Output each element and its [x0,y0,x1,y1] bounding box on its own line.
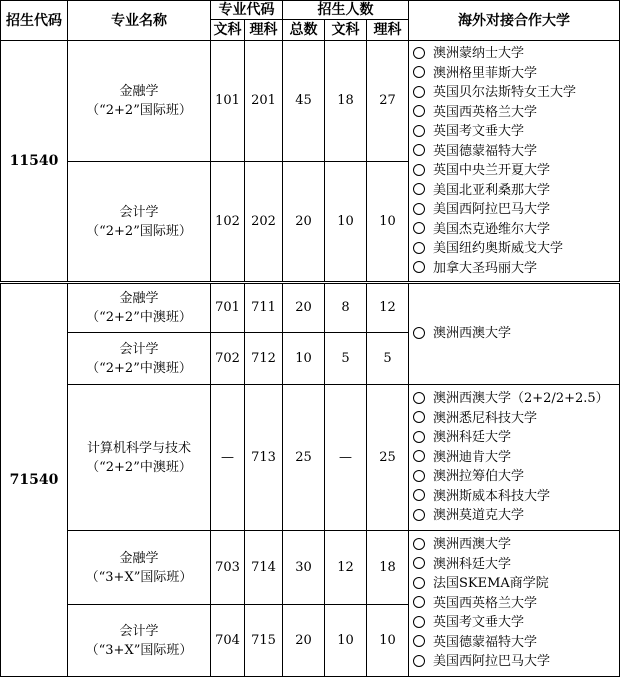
num-li: 10 [367,162,409,283]
code-wenke: 702 [211,333,245,385]
list-item: 加拿大圣玛丽大学 [413,259,619,279]
checkbox-icon [413,125,425,137]
checkbox-icon [413,261,425,273]
major-name: 会计学 [119,204,159,220]
header-like: 理科 [245,20,283,41]
major-sub: （“2+2”中澳班） [86,310,192,325]
num-li: 10 [367,605,409,677]
header-total: 总数 [283,20,325,41]
checkbox-icon [413,86,425,98]
major-cell [68,531,211,605]
code-wenke: — [211,385,245,531]
major-cell [68,605,211,677]
list-item: 澳洲西澳大学 [413,324,619,344]
code-like: 715 [245,605,283,677]
list-item: 英国德蒙福特大学 [413,633,619,653]
num-wen: 8 [325,283,367,333]
list-item: 澳洲西澳大学（2+2/2+2.5） [413,389,619,409]
checkbox-icon [413,66,425,78]
major-cell [68,162,211,283]
checkbox-icon [413,509,425,521]
major-cell [68,333,211,385]
list-item: 澳洲莫道克大学 [413,506,619,526]
list-item: 英国考文垂大学 [413,122,619,142]
num-li: 12 [367,283,409,333]
checkbox-icon [413,596,425,608]
list-item: 英国考文垂大学 [413,613,619,633]
checkbox-icon [413,557,425,569]
major-sub: （“3+X”国际班） [85,569,193,585]
list-item: 澳洲蒙纳士大学 [413,44,619,64]
code-like: 712 [245,333,283,385]
header-wenke2: 文科 [325,20,367,41]
checkbox-icon [413,242,425,254]
checkbox-icon [413,470,425,482]
major-sub: （“2+2”国际班） [86,223,192,239]
list-item: 美国西阿拉巴马大学 [413,200,619,220]
major-name: 会计学 [119,341,159,357]
checkbox-icon [413,392,425,404]
major-cell [68,41,211,162]
checkbox-icon [413,183,425,195]
header-wenke: 文科 [211,20,245,41]
list-item: 英国西英格兰大学 [413,594,619,614]
code-like: 201 [245,41,283,162]
list-item: 澳洲科廷大学 [413,555,619,575]
major-name: 金融学 [119,291,159,306]
enroll-code: 71540 [1,283,68,677]
num-total: 20 [283,162,325,283]
header-code: 招生代码 [1,1,68,41]
list-item: 澳洲科廷大学 [413,428,619,448]
partner-list [409,41,620,283]
major-sub: （“3+X”国际班） [85,642,193,658]
code-like: 713 [245,385,283,531]
num-li: 27 [367,41,409,162]
list-item: 澳洲拉筹伯大学 [413,467,619,487]
major-sub: （“2+2”国际班） [86,103,192,118]
table-row [1,41,620,162]
list-item: 澳洲西澳大学 [413,535,619,555]
list-item: 美国杰克逊维尔大学 [413,220,619,240]
num-total: 30 [283,531,325,605]
num-total: 20 [283,283,325,333]
code-wenke: 101 [211,41,245,162]
list-item: 澳洲斯威本科技大学 [413,487,619,507]
table-row [1,283,620,333]
list-item: 美国西阿拉巴马大学 [413,652,619,672]
checkbox-icon [413,538,425,550]
header-like2: 理科 [367,20,409,41]
enroll-code: 11540 [1,41,68,283]
checkbox-icon [413,47,425,59]
list-item: 英国贝尔法斯特女王大学 [413,83,619,103]
partner-list [409,531,620,677]
table-row [1,385,620,531]
checkbox-icon [413,327,425,339]
list-item: 澳洲迪肯大学 [413,448,619,468]
checkbox-icon [413,411,425,423]
partner-list [409,283,620,385]
code-like: 711 [245,283,283,333]
checkbox-icon [413,450,425,462]
num-li: 25 [367,385,409,531]
header-partner: 海外对接合作大学 [409,1,620,41]
checkbox-icon [413,203,425,215]
checkbox-icon [413,635,425,647]
major-cell [68,283,211,333]
major-cell [68,385,211,531]
list-item: 美国北亚利桑那大学 [413,181,619,201]
list-item: 法国SKEMA商学院 [413,574,619,594]
checkbox-icon [413,105,425,117]
num-li: 18 [367,531,409,605]
checkbox-icon [413,655,425,667]
major-name: 会计学 [119,623,159,639]
list-item: 英国中央兰开夏大学 [413,161,619,181]
partner-list [409,385,620,531]
num-wen: 12 [325,531,367,605]
list-item: 澳洲悉尼科技大学 [413,409,619,429]
checkbox-icon [413,164,425,176]
list-item: 英国西英格兰大学 [413,103,619,123]
num-wen: 10 [325,162,367,283]
table-row [1,531,620,605]
checkbox-icon [413,144,425,156]
major-name: 金融学 [119,84,159,99]
checkbox-icon [413,222,425,234]
major-name: 计算机科学与技术 [86,440,191,456]
num-wen: 5 [325,333,367,385]
header-enroll-num: 招生人数 [283,1,409,20]
code-wenke: 701 [211,283,245,333]
major-name: 金融学 [119,550,159,566]
num-wen: 18 [325,41,367,162]
num-wen: 10 [325,605,367,677]
header-major-name: 专业名称 [68,1,211,41]
num-total: 45 [283,41,325,162]
checkbox-icon [413,577,425,589]
num-total: 10 [283,333,325,385]
checkbox-icon [413,431,425,443]
code-wenke: 102 [211,162,245,283]
num-total: 20 [283,605,325,677]
code-like: 714 [245,531,283,605]
code-wenke: 703 [211,531,245,605]
major-sub: （“2+2”中澳班） [86,360,192,376]
checkbox-icon [413,616,425,628]
list-item: 英国德蒙福特大学 [413,142,619,162]
list-item: 美国纽约奥斯威戈大学 [413,239,619,259]
num-total: 25 [283,385,325,531]
checkbox-icon [413,489,425,501]
major-sub: （“2+2”中澳班） [86,459,192,475]
header-major-code: 专业代码 [211,1,283,20]
num-li: 5 [367,333,409,385]
num-wen: — [325,385,367,531]
code-like: 202 [245,162,283,283]
code-wenke: 704 [211,605,245,677]
list-item: 澳洲格里菲斯大学 [413,64,619,84]
